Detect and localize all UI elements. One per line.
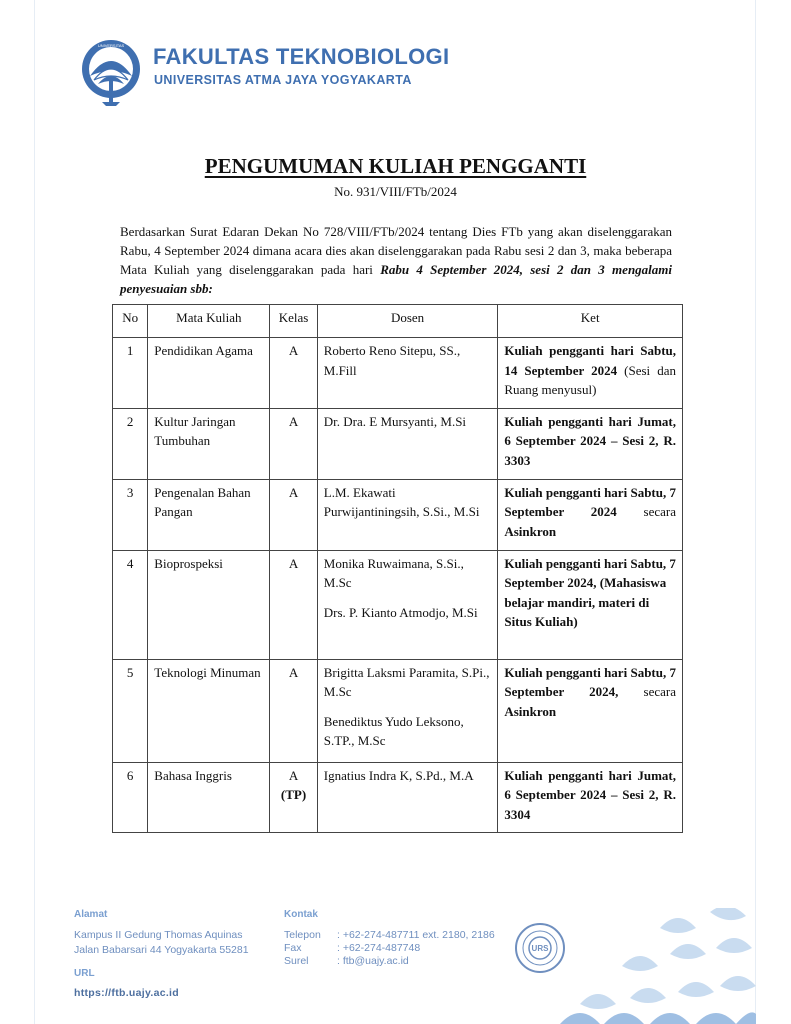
row-class: A	[270, 338, 317, 409]
footer-email-value[interactable]: : ftb@uajy.ac.id	[337, 955, 409, 967]
footer-fax-value: : +62-274-487748	[337, 942, 421, 954]
faculty-name: FAKULTAS TEKNOBIOLOGI	[153, 44, 450, 69]
footer-address-line1: Kampus II Gedung Thomas Aquinas	[74, 929, 243, 941]
row-note: Kuliah pengganti hari Sabtu, 14 September 2024 (Sesi dan Ruang menyusul)	[498, 338, 683, 409]
footer-address-line2: Jalan Babarsari 44 Yogyakarta 55281	[74, 944, 249, 956]
row-course: Pengenalan Bahan Pangan	[148, 479, 270, 550]
table-row	[113, 408, 683, 479]
decorative-pattern-icon	[560, 908, 756, 1024]
col-header-note: Ket	[498, 305, 683, 338]
footer-address-label: Alamat	[74, 909, 108, 920]
university-logo-icon	[76, 36, 146, 108]
row-no: 4	[113, 550, 148, 659]
table-row	[113, 659, 683, 762]
row-no: 6	[113, 762, 148, 833]
row-course: Bahasa Inggris	[148, 762, 270, 833]
table-header-row	[113, 305, 683, 338]
table-row	[113, 762, 683, 833]
row-note: Kuliah pengganti hari Sabtu, 7 September 2024, secara Asinkron	[498, 659, 683, 762]
footer-url-link[interactable]: https://ftb.uajy.ac.id	[74, 987, 179, 999]
row-note: Kuliah pengganti hari Sabtu, 7 September 2024, (Mahasiswa belajar mandiri, materi di Situs Kuliah)	[498, 550, 683, 659]
university-name: UNIVERSITAS ATMA JAYA YOGYAKARTA	[154, 73, 412, 87]
row-class: A (TP)	[270, 762, 317, 833]
row-course: Pendidikan Agama	[148, 338, 270, 409]
col-header-lecturer: Dosen	[317, 305, 498, 338]
row-class: A	[270, 479, 317, 550]
document-number: No. 931/VIII/FTb/2024	[334, 184, 457, 199]
row-lecturer: Roberto Reno Sitepu, SS., M.Fill	[317, 338, 498, 409]
row-lecturer: L.M. Ekawati Purwijantiningsih, S.Si., M.Si	[317, 479, 498, 550]
svg-text:UNIVERSITAS: UNIVERSITAS	[97, 43, 125, 48]
intro-emphasis: Rabu 4 September 2024, sesi 2 dan 3 mengalami penyesuaian sbb:	[120, 262, 673, 296]
document-title: PENGUMUMAN KULIAH PENGGANTI	[204, 154, 587, 178]
row-course: Bioprospeksi	[148, 550, 270, 659]
row-no: 1	[113, 338, 148, 409]
accreditation-seal-icon	[514, 922, 566, 974]
footer-email-label: Surel	[284, 955, 309, 967]
table-row	[113, 338, 683, 409]
row-note: Kuliah pengganti hari Jumat, 6 September 2024 – Sesi 2, R. 3304	[498, 762, 683, 833]
intro-paragraph: Berdasarkan Surat Edaran Dekan No 728/VIII/FTb/2024 tentang Dies FTb yang akan diselenggarakan Rabu, 4 September 2024 dimana acara dies akan diselenggarakan pada Rabu sesi 2 dan 3, maka beberapa Mata Kuliah yang diselenggarakan pada hari Rabu 4 September 2024, sesi 2 dan 3 mengalami penyesuaian sbb:	[120, 224, 673, 296]
row-no: 2	[113, 408, 148, 479]
footer-contact-label: Kontak	[284, 909, 318, 920]
footer-phone-label: Telepon	[284, 929, 321, 941]
row-course: Teknologi Minuman	[148, 659, 270, 762]
row-note: Kuliah pengganti hari Jumat, 6 September 2024 – Sesi 2, R. 3303	[498, 408, 683, 479]
row-lecturer: Monika Ruwaimana, S.Si., M.Sc Drs. P. Kianto Atmodjo, M.Si	[317, 550, 498, 659]
table-row	[113, 479, 683, 550]
col-header-course: Mata Kuliah	[148, 305, 270, 338]
row-lecturer: Brigitta Laksmi Paramita, S.Pi., M.Sc Benediktus Yudo Leksono, S.TP., M.Sc	[317, 659, 498, 762]
col-header-class: Kelas	[270, 305, 317, 338]
table-row	[113, 550, 683, 659]
row-lecturer: Ignatius Indra K, S.Pd., M.A	[317, 762, 498, 833]
row-no: 5	[113, 659, 148, 762]
row-lecturer: Dr. Dra. E Mursyanti, M.Si	[317, 408, 498, 479]
footer-fax-label: Fax	[284, 942, 302, 954]
row-course: Kultur Jaringan Tumbuhan	[148, 408, 270, 479]
svg-text:URS: URS	[531, 944, 549, 953]
row-class: A	[270, 659, 317, 762]
schedule-table	[112, 304, 683, 833]
row-class: A	[270, 408, 317, 479]
col-header-no: No	[113, 305, 148, 338]
footer-phone-value: : +62-274-487711 ext. 2180, 2186	[337, 929, 495, 941]
row-no: 3	[113, 479, 148, 550]
footer-url-label: URL	[74, 968, 95, 979]
row-note: Kuliah pengganti hari Sabtu, 7 September 2024 secara Asinkron	[498, 479, 683, 550]
row-class: A	[270, 550, 317, 659]
